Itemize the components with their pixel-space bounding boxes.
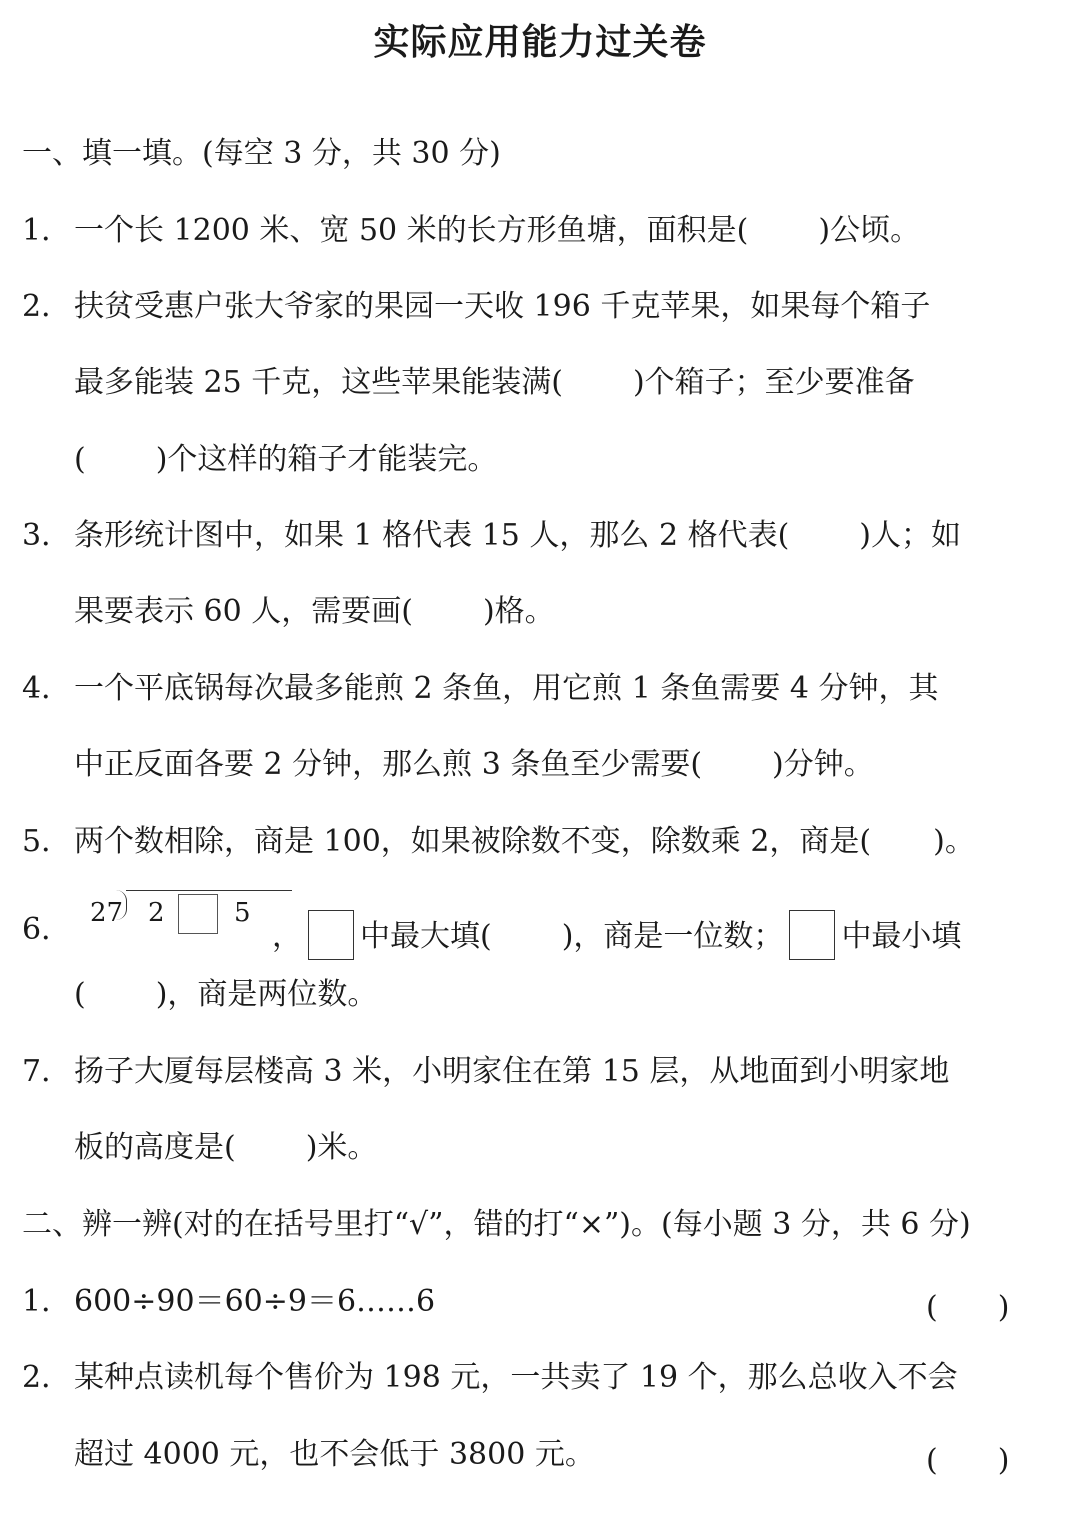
page-title: 实际应用能力过关卷 [373,22,707,63]
question-number: 3． [22,518,72,553]
question-2-2-line2: 超过 4000 元，也不会低于 3800 元。 [74,1437,595,1472]
question-text: ， [272,919,302,954]
question-1-2-line2 [74,363,915,403]
blank-box[interactable] [789,910,835,960]
long-division-figure [86,886,286,946]
question-1-2-line3 [74,440,497,480]
question-text: 中最小填 [841,919,962,954]
question-text: )，商是两位数。 [155,977,378,1012]
question-text: ( [74,977,86,1012]
question-1-6 [22,910,74,950]
question-text: 中正反面各要 2 分钟，那么煎 3 条鱼至少需要( [74,747,703,782]
question-text: 600÷90＝60÷9＝6……6 [74,1284,436,1319]
question-number: 7． [22,1054,72,1089]
question-number: 5． [22,824,72,859]
question-number: 4． [22,671,72,706]
question-text: ( [74,442,86,477]
question-text: )公顷。 [818,213,921,248]
question-2-1 [22,1282,435,1322]
question-1-4-line2 [74,745,874,785]
answer-parentheses[interactable]: ( ) [926,1290,1010,1325]
question-text: )格。 [482,594,555,629]
question-text: 最多能装 25 千克，这些苹果能装满( [74,365,563,400]
question-1-5 [22,822,975,862]
question-text: )米。 [305,1130,378,1165]
question-text: 某种点读机每个售价为 198 元，一共卖了 19 个，那么总收入不会 [74,1360,958,1395]
question-number: 1． [22,213,72,248]
question-1-7-line2 [74,1128,377,1168]
question-number: 2． [22,289,72,324]
question-text: 扶贫受惠户张大爷家的果园一天收 196 千克苹果，如果每个箱子 [74,289,931,324]
section-1-heading: 一、填一填。(每空 3 分，共 30 分) [22,136,501,171]
question-number: 1． [22,1284,72,1319]
question-1-4 [22,669,938,709]
question-1-6-text [272,910,961,960]
question-text: 一个平底锅每次最多能煎 2 条鱼，用它煎 1 条鱼需要 4 分钟，其 [74,671,939,706]
question-text: 中最大填( [360,919,492,954]
question-text: 扬子大厦每层楼高 3 米，小明家住在第 15 层，从地面到小明家地 [74,1054,950,1089]
question-text: 一个长 1200 米、宽 50 米的长方形鱼塘，面积是( [74,213,749,248]
question-number: 2． [22,1360,72,1395]
question-text: 板的高度是( [74,1130,236,1165]
question-1-3-line2 [74,592,555,632]
question-text: )。 [933,824,975,859]
question-2-2 [22,1358,958,1398]
question-text: )个这样的箱子才能装完。 [155,442,498,477]
question-text: 两个数相除，商是 100，如果被除数不变，除数乘 2，商是( [74,824,872,859]
question-text: 条形统计图中，如果 1 格代表 15 人，那么 2 格代表( [74,518,790,553]
blank-digit-box[interactable] [178,894,218,934]
question-text: )人；如 [859,518,961,553]
division-bar [126,890,292,891]
question-1-3 [22,516,961,556]
question-1-6-line2 [74,975,377,1015]
question-text: )分钟。 [772,747,874,782]
dividend-digit: 2 [148,898,165,928]
division-bracket [116,890,127,920]
question-1-2 [22,287,930,327]
section-2-heading: 二、辨一辨(对的在括号里打“√”，错的打“×”)。(每小题 3 分，共 6 分) [22,1207,971,1242]
question-text: 果要表示 60 人，需要画( [74,594,413,629]
question-text: )，商是一位数； [561,919,784,954]
question-number: 6． [22,912,72,947]
divisor: 27 [90,898,124,928]
blank-box[interactable] [308,910,354,960]
question-1-1 [22,211,920,251]
answer-parentheses[interactable]: ( ) [926,1443,1010,1478]
dividend-digit: 5 [234,898,251,928]
question-1-7 [22,1052,949,1092]
question-text: )个箱子；至少要准备 [632,365,915,400]
